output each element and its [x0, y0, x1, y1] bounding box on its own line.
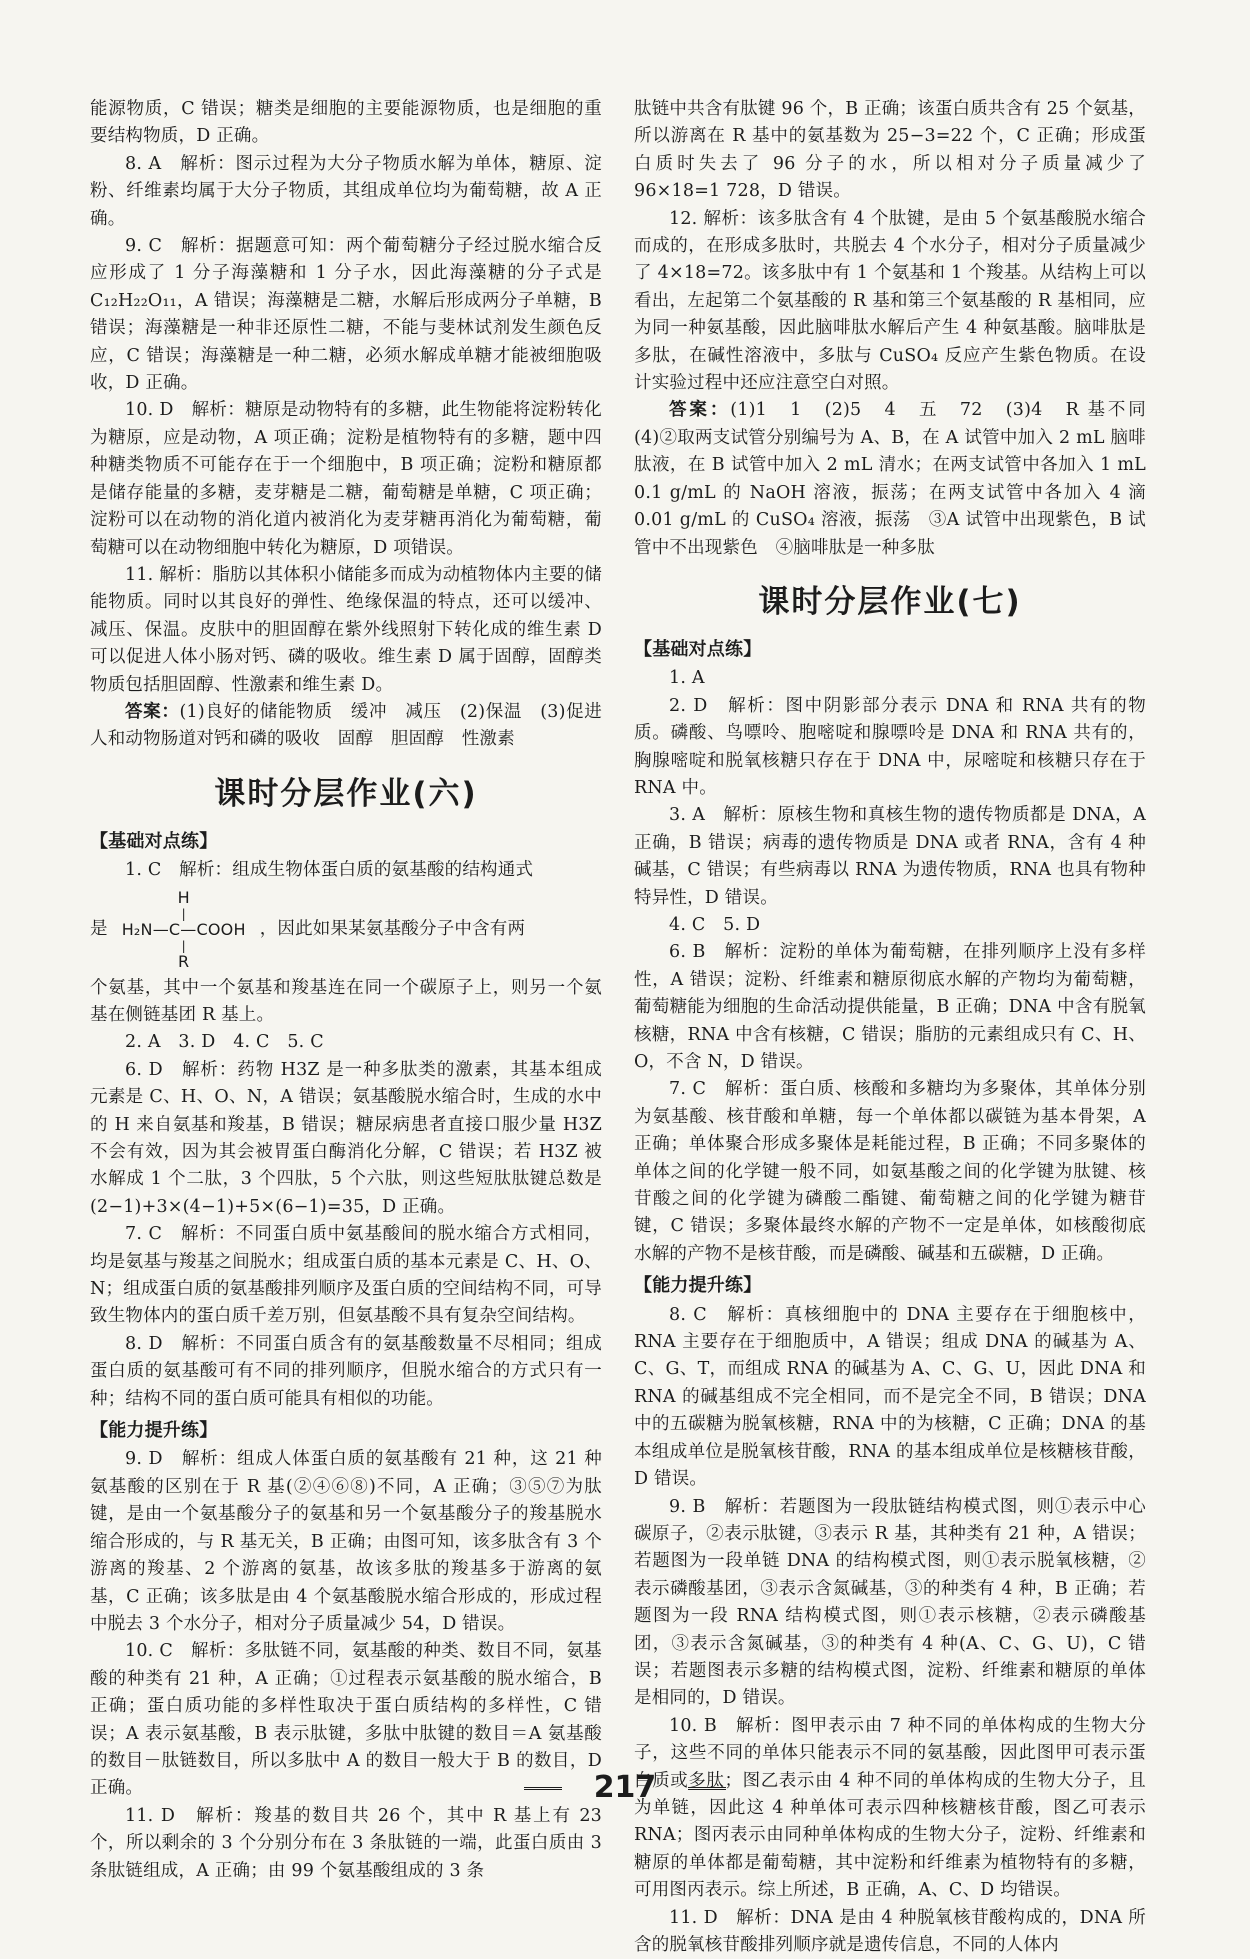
answer-10: 10. C 解析：多肽链不同，氨基酸的种类、数目不同，氨基酸的种类有 21 种，A 正确；①过程表示氨基酸的脱水缩合，B 正确；蛋白质功能的多样性取决于蛋白质结构的多样性，C 错误；A 表示氨基酸，B 表示肽键，多肽中肽键的数目＝A 氨基酸的数目－肽链数目，所以多肽中 A 的数目一般大于 B 的数目，D 正确。: [90, 1641, 602, 1799]
answer-6: 6. D 解析：药物 H3Z 是一种多肽类的激素，其基本组成元素是 C、H、O、N，A 错误；氨基酸脱水缩合时，生成的水中的 H 来自氨基和羧基，B 错误；糖尿病患者直接口服少量 H3Z 不会有效，因为其会被胃蛋白酶消化分解，C 错误；若 H3Z 被水解成 1 个二肽，3 个四肽，5 个六肽，则这些短肽肽键总数是(2−1)+3×(4−1)+5×(6−1)=35，D 正确。: [90, 1059, 602, 1217]
answers-2-5: 2. A 3. D 4. C 5. C: [125, 1032, 324, 1053]
answer-2: 2. D 解析：图中阴影部分表示 DNA 和 RNA 共有的物质。磷酸、鸟嘌呤、胞嘧啶和腺嘌呤是 DNA 和 RNA 共有的，胸腺嘧啶和脱氧核糖只存在于 DNA 中，尿嘧啶和核糖只存在于 RNA 中。: [634, 695, 1146, 798]
formula-top: H: [177, 887, 190, 907]
answer-8: 8. D 解析：不同蛋白质含有的氨基酸数量不尽相同；组成蛋白质的氨基酸可有不同的排列顺序，但脱水缩合的方式只有一种；结构不同的蛋白质可能具有相似的功能。: [90, 1333, 602, 1409]
paragraph: 个氨基，其中一个氨基和羧基连在同一个碳原子上，则另一个氨基在侧链基团 R 基上。: [90, 977, 602, 1025]
subsection-basic: 【基础对点练】: [90, 830, 218, 852]
answer-6: 6. B 解析：淀粉的单体为葡萄糖，在排列顺序上没有多样性，A 错误；淀粉、纤维素和糖原彻底水解的产物均为葡萄糖，葡萄糖能为细胞的生命活动提供能量，B 正确；DNA 中含有脱氧核糖，RNA 中含有核糖，C 错误；脂肪的元素组成只有 C、H、O，不含 N，D 错误。: [634, 942, 1146, 1072]
answer-11: 11. 解析：脂肪以其体积小储能多而成为动植物体内主要的储能物质。同时以其良好的弹性、绝缘保温的特点，还可以缓冲、减压、保温。皮肤中的胆固醇在紫外线照射下转化成的维生素 D 可以促进人体小肠对钙、磷的吸收。维生素 D 属于固醇，固醇类物质包括胆固醇、性激素和维生素 D。: [90, 564, 602, 695]
answer-8: 8. A 解析：图示过程为大分子物质水解为单体，糖原、淀粉、纤维素均属于大分子物质，其组成单位均为葡萄糖，故 A 正确。: [90, 153, 602, 229]
answer-12-key: [634, 397, 1164, 561]
page-number-text: 217: [593, 1770, 657, 1805]
answer-7: 7. C 解析：蛋白质、核酸和多糖均为多聚体，其单体分别为氨基酸、核苷酸和单糖，每一个单体都以碳链为基本骨架，A 正确；单体聚合形成多聚体是耗能过程，B 正确；不同多聚体的单体之间的化学键一般不同，如氨基酸之间的化学键为肽键、核苷酸之间的化学键为磷酸二酯键、葡萄糖之间的化学键为糖苷键，C 错误；多聚体最终水解的产物不一定是单体，如核酸彻底水解的产物不是核苷酸，而是磷酸、碱基和五碳糖，D 正确。: [634, 1079, 1146, 1264]
formula-prefix: 是: [90, 918, 108, 939]
amino-acid-formula: [90, 887, 602, 973]
answer-9: 9. B 解析：若题图为一段肽链结构模式图，则①表示中心碳原子，②表示肽键，③表示 R 基，其种类有 21 种，A 错误；若题图为一段单链 DNA 的结构模式图，则①表示脱氧核糖，②表示磷酸基团，③表示含氮碱基，③的种类有 4 种，B 正确；若题图为一段 RNA 结构模式图，则①表示核糖，②表示磷酸基团，③表示含氮碱基，③的种类有 4 种(A、C、G、U)，C 错误；若题图表示多糖的结构模式图，淀粉、纤维素和糖原的单体是相同的，D 错误。: [634, 1496, 1146, 1709]
right-column: [634, 96, 1164, 1959]
divider: [524, 1787, 562, 1790]
answer-1: 1. C 解析：组成生物体蛋白质的氨基酸的结构通式: [125, 860, 534, 881]
subsection-ability: 【能力提升练】: [634, 1275, 762, 1297]
subsection-ability: 【能力提升练】: [90, 1420, 218, 1442]
page-number: [0, 1770, 1250, 1805]
section-title-6: 课时分层作业(六): [214, 775, 478, 812]
answer-9: 9. C 解析：据题意可知：两个葡萄糖分子经过脱水缩合反应形成了 1 分子海藻糖和 1 分子水，因此海藻糖的分子式是 C₁₂H₂₂O₁₁，A 错误；海藻糖是二糖，水解后形成两分子单糖，B 错误；海藻糖是一种非还原性二糖，不能与斐林试剂发生颜色反应，C 错误；海藻糖是一种二糖，必须水解成单糖才能被细胞吸收，D 正确。: [90, 236, 602, 394]
answer-9: 9. D 解析：组成人体蛋白质的氨基酸有 21 种，这 21 种氨基酸的区别在于 R 基(②④⑥⑧)不同，A 正确；③⑤⑦为肽键，是由一个氨基酸分子的氨基和另一个氨基酸分子的羧基脱水缩合形成的，与 R 基无关，B 正确；由图可知，该多肽含有 3 个游离的羧基、2 个游离的氨基，故该多肽的羧基多于游离的氨基，C 正确；该多肽是由 4 个氨基酸脱水缩合形成的，形成过程中脱去 3 个水分子，相对分子质量减少 54，D 错误。: [90, 1449, 602, 1634]
answer-11-key: [90, 699, 602, 754]
answer-11: 11. D 解析：羧基的数目共 26 个，其中 R 基上有 23 个，所以剩余的 3 个分别分布在 3 条肽链的一端，此蛋白质由 3 条肽链组成，A 正确；由 99 个氨基酸组成的 3 条: [90, 1805, 602, 1881]
paragraph: 能源物质，C 错误；糖类是细胞的主要能源物质，也是细胞的重要结构物质，D 正确。: [90, 99, 602, 147]
answer-7: 7. C 解析：不同蛋白质中氨基酸间的脱水缩合方式相同，均是氨基与羧基之间脱水；组成蛋白质的基本元素是 C、H、O、N；组成蛋白质的氨基酸排列顺序及蛋白质的空间结构不同，可导致生物体内的蛋白质千差万别，但氨基酸不具有复杂空间结构。: [90, 1224, 602, 1327]
formula-main: H₂N—C—COOH: [121, 919, 246, 939]
answer-10: 10. D 解析：糖原是动物特有的多糖，此生物能将淀粉转化为糖原，应是动物，A 项正确；淀粉是植物特有的多糖，题中四种糖类物质不可能存在于一个细胞中，B 项正确；淀粉和糖原都是储存能量的多糖，麦芽糖是二糖，葡萄糖是单糖，C 项正确；淀粉可以在动物的消化道内被消化为麦芽糖再消化为葡萄糖，葡萄糖可以在动物细胞中转化为糖原，D 项错误。: [90, 400, 602, 558]
answer-3: 3. A 解析：原核生物和真核生物的遗传物质都是 DNA，A 正确，B 错误；病毒的遗传物质是 DNA 或者 RNA，含有 4 种碱基，C 错误；有些病毒以 RNA 为遗传物质，RNA 也具有物种特异性，D 错误。: [634, 805, 1146, 908]
subsection-basic: 【基础对点练】: [634, 638, 762, 660]
answers-4-5: 4. C 5. D: [669, 914, 761, 935]
divider: [688, 1787, 726, 1790]
formula-bottom: R: [178, 951, 190, 971]
paragraph: 肽链中共含有肽键 96 个，B 正确；该蛋白质共含有 25 个氨基，所以游离在 R 基中的氨基数为 25−3=22 个，C 正确；形成蛋白质时失去了 96 分子的水，所以相对分子质量减少了 96×18=1 728，D 错误。: [634, 99, 1147, 202]
answer-10: 10. B 解析：图甲表示由 7 种不同的单体构成的生物大分子，这些不同的单体只能表示不同的氨基酸，因此图甲可表示蛋白质或多肽；图乙表示由 4 种不同的单体构成的生物大分子，且为单链，因此这 4 种单体可表示四种核糖核苷酸，图乙可表示 RNA；图丙表示由同种单体构成的生物大分子，淀粉、纤维素和糖原的单体都是葡萄糖，其中淀粉和纤维素为植物特有的多糖，可用图丙表示。综上所述，B 正确，A、C、D 均错误。: [634, 1715, 1146, 1901]
answer-text: (1)良好的储能物质 缓冲 减压 (2)保温 (3)促进人和动物肠道对钙和磷的吸收 固醇 胆固醇 性激素: [90, 701, 602, 750]
answer-8: 8. C 解析：真核细胞中的 DNA 主要存在于细胞核中，RNA 主要存在于细胞质中，A 错误；组成 DNA 的碱基为 A、C、G、T，而组成 RNA 的碱基为 A、C、G、U，因此 DNA 和 RNA 的碱基组成不完全相同，而不是完全不同，B 错误；DNA 中的五碳糖为脱氧核糖，RNA 中的为核糖，C 正确；DNA 的基本组成单位是脱氧核苷酸，RNA 的基本组成单位是核糖核苷酸，D 错误。: [634, 1304, 1146, 1490]
answer-label: 答案：: [125, 701, 180, 722]
answer-12: 12. 解析：该多肽含有 4 个肽键，是由 5 个氨基酸脱水缩合而成的，在形成多肽时，共脱去 4 个水分子，相对分子质量减少了 4×18=72。该多肽中有 1 个氨基和 1 个羧基。从结构上可以看出，左起第二个氨基酸的 R 基和第三个氨基酸的 R 基相同，应为同一种氨基酸，因此脑啡肽水解后产生 4 种氨基酸。脑啡肽是多肽，在碱性溶液中，多肽与 CuSO₄ 反应产生紫色物质。在设计实验过程中还应注意空白对照。: [634, 208, 1146, 394]
formula-suffix: ，因此如果某氨基酸分子中含有两: [259, 918, 526, 939]
left-column: [90, 96, 602, 1885]
answer-text: (1)1 1 (2)5 4 五 72 (3)4 R 基不同 (4)②取两支试管分别编号为 A、B，在 A 试管中加入 2 mL 脑啡肽液，在 B 试管中加入 2 mL 清水；在两支试管中各加入 1 mL 0.1 g/mL 的 NaOH 溶液，振荡；在两支试管中各加入 4 滴 0.01 g/mL 的 CuSO₄ 溶液，振荡 ③A 试管中出现紫色，B 试管中不出现紫色 ④脑啡肽是一种多肽: [634, 400, 1164, 558]
answer-label: 答案：: [669, 400, 731, 421]
formula-structure: H | H₂N—C—COOH | R: [114, 887, 254, 973]
section-title-7: 课时分层作业(七): [758, 583, 1022, 620]
answer-1: 1. A: [669, 668, 705, 689]
answer-11: 11. D 解析：DNA 是由 4 种脱氧核苷酸构成的，DNA 所含的脱氧核苷酸排列顺序就是遗传信息，不同的人体内: [634, 1907, 1146, 1955]
